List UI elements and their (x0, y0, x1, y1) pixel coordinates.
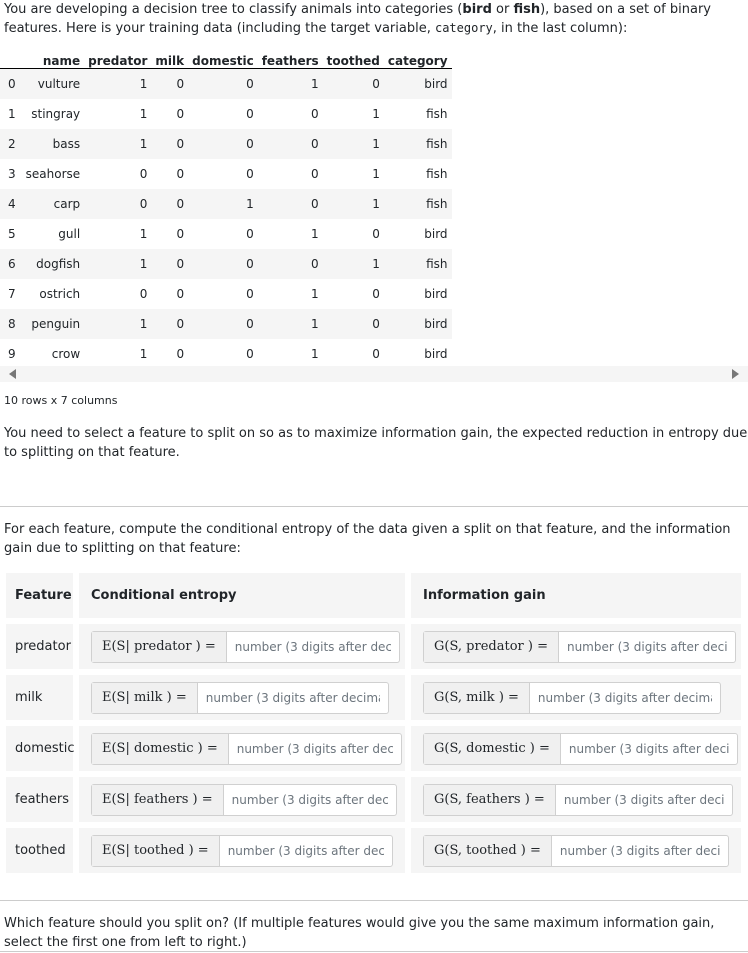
conditional-entropy-header: Conditional entropy (79, 573, 405, 618)
table-row (0, 99, 452, 129)
cell-predator: 1 (139, 227, 148, 241)
cell-milk: 0 (176, 197, 185, 211)
entropy-label: E(S| predator ) = (92, 632, 227, 662)
gain-input-group (423, 784, 733, 816)
entropy-label: E(S| domestic ) = (92, 734, 229, 764)
feature-header: Feature (6, 573, 73, 618)
cell-predator: 1 (139, 137, 148, 151)
cell-predator: 0 (139, 197, 148, 211)
entropy-label: E(S| feathers ) = (92, 785, 224, 815)
cell-category: fish (426, 257, 448, 271)
cell-toothed: 0 (372, 77, 380, 91)
gain-input-group (423, 733, 738, 765)
cell-name: gull (58, 227, 81, 241)
column-header-category: category (387, 54, 448, 68)
fish-label: fish (513, 2, 541, 17)
divider (0, 506, 748, 507)
row-index: 4 (8, 197, 16, 211)
feature-row-milk (6, 675, 748, 726)
feature-name: domestic (6, 726, 73, 771)
gain-label: G(S, milk ) = (424, 683, 530, 713)
entropy-cell (79, 726, 405, 771)
cell-feathers: 1 (311, 77, 319, 91)
intro-paragraph: You are developing a decision tree to classify animals into categories (bird or fish), based on a set of binary features. Here is your training data (including the target variable, category, in the last column): (4, 2, 711, 36)
cell-milk: 0 (176, 317, 185, 331)
cell-category: bird (424, 77, 448, 91)
cell-name: stingray (31, 107, 81, 121)
entropy-input-milk[interactable] (198, 683, 388, 713)
cell-category: fish (426, 197, 448, 211)
cell-toothed: 1 (372, 197, 380, 211)
feature-row-toothed (6, 828, 748, 879)
entropy-label: E(S| toothed ) = (92, 836, 220, 866)
gain-cell (411, 675, 741, 720)
cell-milk: 0 (176, 107, 185, 121)
scroll-right-icon[interactable] (732, 369, 739, 379)
cell-feathers: 0 (311, 257, 319, 271)
table-row (0, 279, 452, 309)
cell-predator: 0 (139, 167, 148, 181)
row-index: 1 (8, 107, 16, 121)
cell-feathers: 1 (311, 227, 319, 241)
feature-row-feathers (6, 777, 748, 828)
cell-name: seahorse (25, 167, 81, 181)
cell-toothed: 1 (372, 167, 380, 181)
training-data-table (0, 50, 452, 369)
entropy-input-domestic[interactable] (229, 734, 401, 764)
table-row (0, 309, 452, 339)
column-header-feathers: feathers (261, 54, 319, 68)
cell-milk: 0 (176, 287, 185, 301)
feature-name: predator (6, 624, 73, 669)
row-index: 3 (8, 167, 16, 181)
cell-domestic: 0 (246, 287, 254, 301)
gain-cell (411, 726, 741, 771)
column-header-predator: predator (88, 54, 148, 68)
cell-milk: 0 (176, 137, 185, 151)
cell-domestic: 0 (246, 167, 254, 181)
cell-name: crow (51, 347, 81, 361)
table-row (0, 189, 452, 219)
cell-feathers: 0 (311, 107, 319, 121)
row-index: 8 (8, 317, 16, 331)
cell-predator: 1 (139, 257, 148, 271)
entropy-cell (79, 675, 405, 720)
gain-cell (411, 777, 741, 822)
row-index: 5 (8, 227, 16, 241)
entropy-input-toothed[interactable] (220, 836, 392, 866)
cell-toothed: 1 (372, 257, 380, 271)
cell-predator: 1 (139, 107, 148, 121)
cell-toothed: 0 (372, 347, 380, 361)
cell-name: dogfish (36, 257, 81, 271)
cell-domestic: 0 (246, 107, 254, 121)
feature-row-predator (6, 624, 748, 675)
entropy-input-group (91, 682, 389, 714)
gain-cell (411, 828, 741, 873)
gain-label: G(S, domestic ) = (424, 734, 561, 764)
instructions-paragraph: For each feature, compute the conditional entropy of the data given a split on that feature, and the information gain due to splitting on that feature: (4, 522, 731, 556)
gain-input-group (423, 631, 736, 663)
table-row (0, 219, 452, 249)
cell-domestic: 0 (246, 347, 254, 361)
cell-domestic: 1 (246, 197, 254, 211)
info-gain-paragraph: You need to select a feature to split on so as to maximize information gain, the expected reduction in entropy due to splitting on that feature. (4, 426, 748, 460)
divider (0, 900, 748, 901)
table-row (0, 69, 452, 100)
feature-name: feathers (6, 777, 73, 822)
cell-feathers: 1 (311, 287, 319, 301)
cell-name: ostrich (39, 287, 81, 301)
entropy-input-group (91, 733, 402, 765)
cell-toothed: 0 (372, 287, 380, 301)
feature-name: milk (6, 675, 73, 720)
cell-name: carp (53, 197, 81, 211)
entropy-grid (6, 573, 748, 879)
horizontal-scrollbar[interactable] (0, 366, 748, 382)
table-row (0, 129, 452, 159)
cell-domestic: 0 (246, 227, 254, 241)
column-header-name: name (42, 54, 81, 68)
gain-input-milk[interactable] (530, 683, 720, 713)
cell-category: fish (426, 167, 448, 181)
cell-domestic: 0 (246, 77, 254, 91)
table-row (0, 159, 452, 189)
entropy-input-group (91, 835, 393, 867)
row-index: 7 (8, 287, 16, 301)
cell-feathers: 0 (311, 167, 319, 181)
gain-input-toothed[interactable] (552, 836, 728, 866)
feature-row-domestic (6, 726, 748, 777)
cell-toothed: 0 (372, 317, 380, 331)
table-dimensions: 10 rows x 7 columns (4, 394, 118, 407)
cell-milk: 0 (176, 167, 185, 181)
cell-name: penguin (31, 317, 81, 331)
gain-input-group (423, 682, 721, 714)
cell-predator: 1 (139, 317, 148, 331)
divider (0, 951, 748, 952)
table-row (0, 339, 452, 369)
cell-milk: 0 (176, 257, 185, 271)
table-row (0, 249, 452, 279)
cell-domestic: 0 (246, 317, 254, 331)
column-header-milk: milk (155, 54, 185, 68)
cell-toothed: 1 (372, 137, 380, 151)
cell-category: bird (424, 287, 448, 301)
cell-milk: 0 (176, 227, 185, 241)
dataframe-container (0, 50, 748, 382)
entropy-input-feathers[interactable] (224, 785, 396, 815)
gain-label: G(S, predator ) = (424, 632, 559, 662)
cell-feathers: 0 (311, 137, 319, 151)
cell-predator: 0 (139, 287, 148, 301)
entropy-cell (79, 624, 405, 669)
index-header (0, 50, 22, 69)
cell-predator: 1 (139, 77, 148, 91)
cell-predator: 1 (139, 347, 148, 361)
scroll-left-icon[interactable] (9, 369, 16, 379)
gain-cell (411, 624, 741, 669)
cell-category: fish (426, 107, 448, 121)
entropy-cell (79, 777, 405, 822)
feature-name: toothed (6, 828, 73, 873)
gain-input-feathers[interactable] (556, 785, 732, 815)
cell-category: fish (426, 137, 448, 151)
cell-milk: 0 (176, 347, 185, 361)
grid-header-row (6, 573, 748, 624)
cell-toothed: 0 (372, 227, 380, 241)
entropy-cell (79, 828, 405, 873)
bird-label: bird (462, 2, 492, 17)
gain-input-predator[interactable] (559, 632, 735, 662)
question-paragraph: Which feature should you split on? (If multiple features would give you the same maximum information gain, select the first one from left to right.) (4, 916, 715, 950)
category-code: category (434, 21, 493, 35)
gain-label: G(S, toothed ) = (424, 836, 552, 866)
entropy-label: E(S| milk ) = (92, 683, 198, 713)
row-index: 0 (8, 77, 16, 91)
cell-feathers: 1 (311, 347, 319, 361)
column-header-domestic: domestic (192, 54, 254, 68)
cell-category: bird (424, 227, 448, 241)
cell-domestic: 0 (246, 137, 254, 151)
cell-category: bird (424, 347, 448, 361)
information-gain-header: Information gain (411, 573, 741, 618)
gain-label: G(S, feathers ) = (424, 785, 556, 815)
cell-feathers: 1 (311, 317, 319, 331)
cell-feathers: 0 (311, 197, 319, 211)
gain-input-group (423, 835, 729, 867)
entropy-input-group (91, 631, 400, 663)
row-index: 6 (8, 257, 16, 271)
cell-toothed: 1 (372, 107, 380, 121)
cell-milk: 0 (176, 77, 185, 91)
cell-category: bird (424, 317, 448, 331)
row-index: 2 (8, 137, 16, 151)
entropy-input-predator[interactable] (227, 632, 399, 662)
cell-domestic: 0 (246, 257, 254, 271)
column-header-toothed: toothed (326, 54, 380, 68)
entropy-input-group (91, 784, 397, 816)
cell-name: bass (52, 137, 81, 151)
cell-name: vulture (37, 77, 81, 91)
row-index: 9 (8, 347, 16, 361)
gain-input-domestic[interactable] (561, 734, 737, 764)
